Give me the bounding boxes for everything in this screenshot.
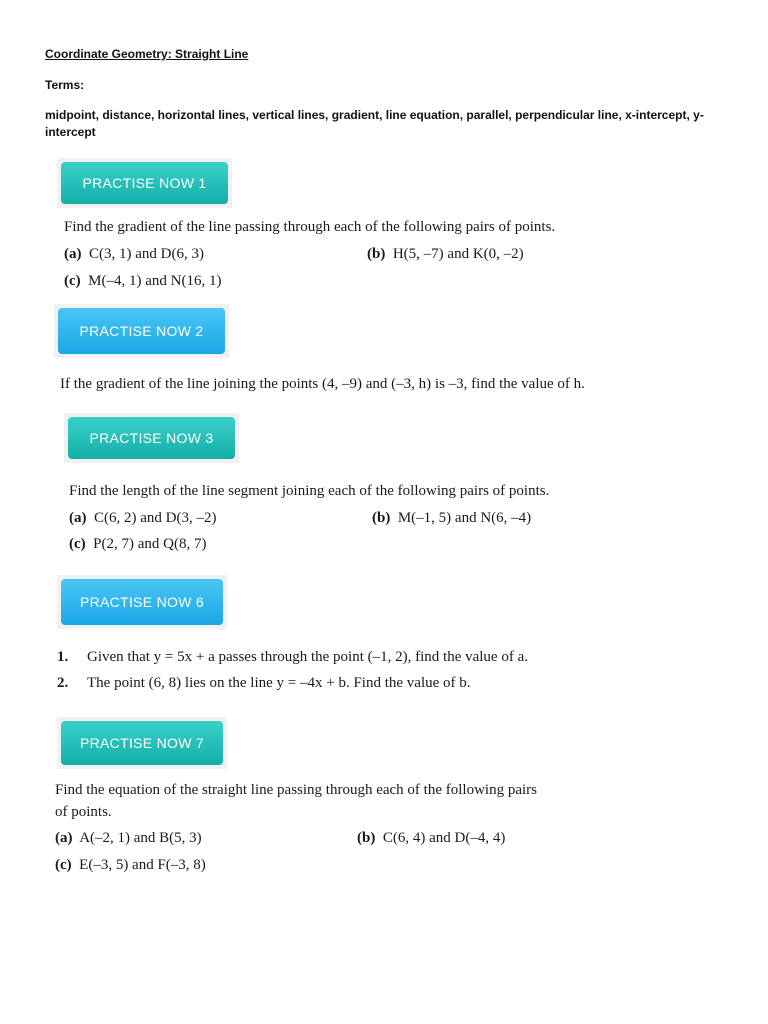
practise-2-question: If the gradient of the line joining the points (4, –9) and (–3, h) is –3, find the value of h. xyxy=(60,376,585,392)
practise-7-part-a xyxy=(55,830,202,847)
practise-3-part-b xyxy=(372,510,531,527)
part-label: (b) xyxy=(367,246,386,262)
part-label: (c) xyxy=(64,273,81,289)
practise-now-1-badge-frame xyxy=(57,158,232,208)
practise-now-6-badge: PRACTISE NOW 6 xyxy=(61,579,223,625)
part-text: C(6, 4) and D(–4, 4) xyxy=(382,830,506,846)
practise-1-part-a xyxy=(64,246,204,263)
practise-now-7-badge: PRACTISE NOW 7 xyxy=(61,721,223,765)
part-text: C(6, 2) and D(3, –2) xyxy=(94,510,217,526)
practise-6-item-2 xyxy=(57,675,471,692)
part-text: H(5, –7) and K(0, –2) xyxy=(392,246,524,262)
part-label: (b) xyxy=(357,830,376,846)
practise-3-part-a xyxy=(69,510,216,527)
practise-now-7-badge-frame xyxy=(57,717,227,769)
practise-now-6-badge-frame xyxy=(57,575,227,629)
part-label: (c) xyxy=(69,536,86,552)
practise-now-2-badge-frame xyxy=(54,304,229,358)
practise-now-2-badge: PRACTISE NOW 2 xyxy=(58,308,225,354)
practise-3-question: Find the length of the line segment joining each of the following pairs of points. xyxy=(69,483,550,499)
part-label: (a) xyxy=(64,246,82,262)
practise-7-part-b xyxy=(357,830,505,847)
part-text: A(–2, 1) and B(5, 3) xyxy=(79,830,202,846)
part-text: M(–1, 5) and N(6, –4) xyxy=(397,510,532,526)
item-number: 1. xyxy=(57,649,69,665)
part-text: E(–3, 5) and F(–3, 8) xyxy=(79,857,206,873)
page-title: Coordinate Geometry: Straight Line xyxy=(45,47,249,61)
part-text: P(2, 7) and Q(8, 7) xyxy=(93,536,207,552)
practise-now-3-badge: PRACTISE NOW 3 xyxy=(68,417,235,459)
part-text: C(3, 1) and D(6, 3) xyxy=(89,246,204,262)
practise-7-question-line-1: Find the equation of the straight line passing through each of the following pairs xyxy=(55,782,537,798)
part-label: (a) xyxy=(69,510,87,526)
item-text: The point (6, 8) lies on the line y = –4x + b. Find the value of b. xyxy=(87,675,471,691)
practise-7-question-line-2: of points. xyxy=(55,804,112,820)
part-label: (b) xyxy=(372,510,391,526)
practise-3-part-c xyxy=(69,536,206,553)
practise-now-3-badge-frame xyxy=(64,413,239,463)
practise-1-part-c xyxy=(64,273,221,290)
practise-6-item-1 xyxy=(57,649,528,666)
practise-7-part-c xyxy=(55,857,206,874)
terms-list: midpoint, distance, horizontal lines, vertical lines, gradient, line equation, parallel, perpendicular line, x-intercept, y-intercept xyxy=(45,108,704,139)
practise-1-part-b xyxy=(367,246,524,263)
item-text: Given that y = 5x + a passes through the point (–1, 2), find the value of a. xyxy=(87,649,528,665)
part-label: (a) xyxy=(55,830,73,846)
part-text: M(–4, 1) and N(16, 1) xyxy=(88,273,222,289)
practise-1-question: Find the gradient of the line passing through each of the following pairs of points. xyxy=(64,219,556,235)
item-number: 2. xyxy=(57,675,69,691)
terms-label: Terms: xyxy=(45,78,85,92)
part-label: (c) xyxy=(55,857,72,873)
practise-now-1-badge: PRACTISE NOW 1 xyxy=(61,162,228,204)
